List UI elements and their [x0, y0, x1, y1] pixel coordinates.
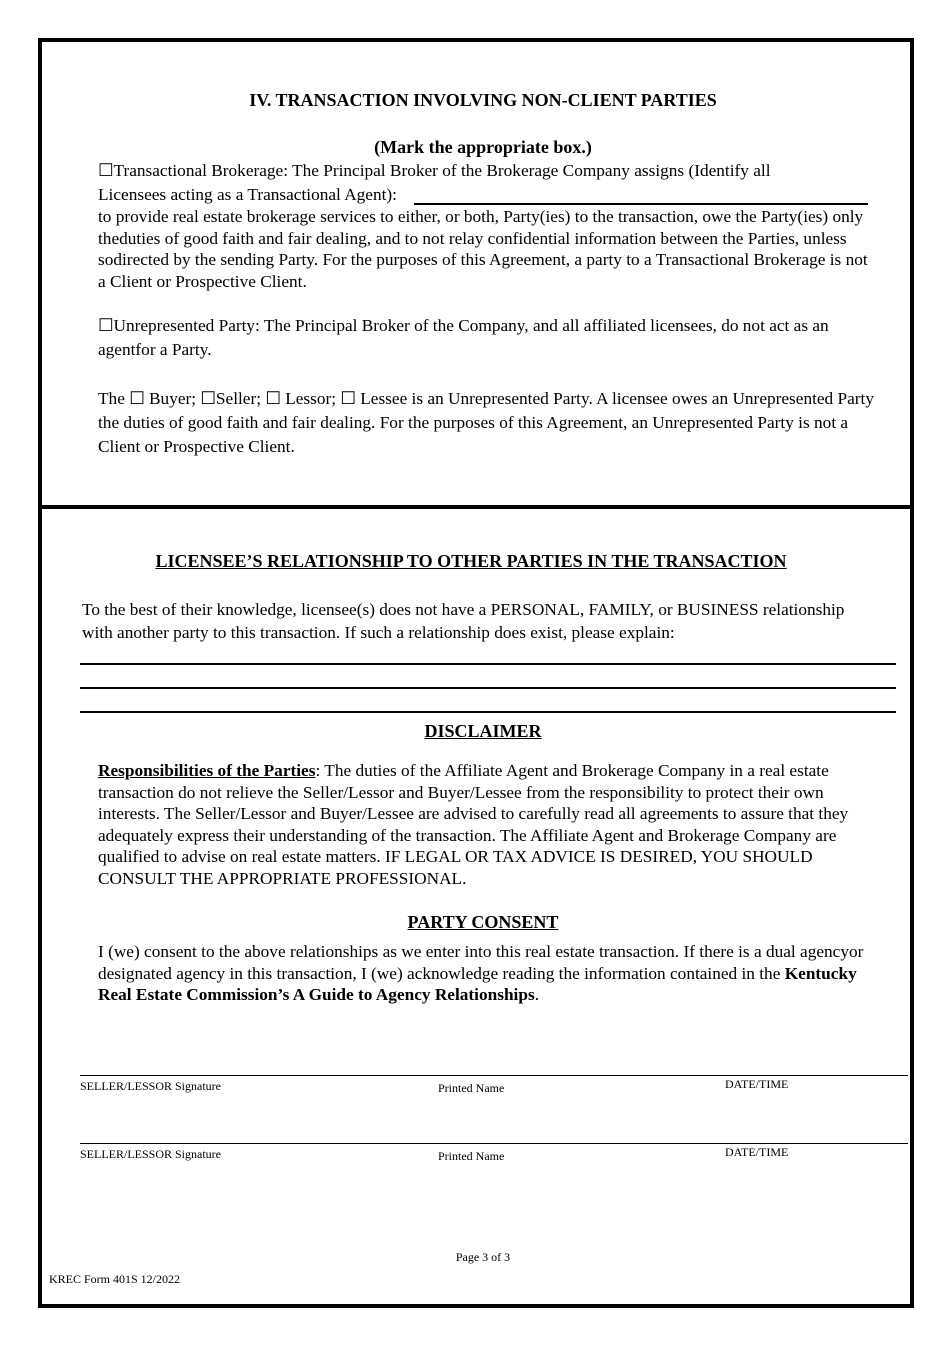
unrepresented-checkbox[interactable]: ☐: [98, 316, 114, 335]
unrepresented-party-roles: [98, 387, 878, 459]
lessor-label: Lessor;: [285, 389, 337, 408]
form-number: KREC Form 401S 12/2022: [49, 1272, 181, 1286]
disclaimer-body: : The duties of the Affiliate Agent and Brokerage Company in a real estate transaction do not relieve the Seller/Lessor and Buyer/Lessee from the responsibility to protect their own interests. The Seller/Lessor and Buyer/Lessee are advised to carefully read all agreements to assure that they adequately express their understanding of the transaction. The Affiliate Agent and Brokerage Company are qualified to advise on real estate matters. IF LEGAL OR TAX ADVICE IS DESIRED, YOU SHOULD CONSULT THE APPROPRIATE PROFESSIONAL.: [98, 761, 849, 888]
section-divider: [38, 505, 914, 509]
relationship-text: To the best of their knowledge, licensee(s) does not have a PERSONAL, FAMILY, or BUSINESS relationship with another party to this transaction. If such a relationship does exist, please explain:: [82, 600, 845, 642]
signature-line-2[interactable]: [80, 1143, 908, 1144]
buyer-checkbox[interactable]: ☐: [129, 389, 145, 408]
section-iv-title: IV. TRANSACTION INVOLVING NON-CLIENT PARTIES: [249, 90, 717, 110]
relationship-title: LICENSEE’S RELATIONSHIP TO OTHER PARTIES IN THE TRANSACTION: [155, 551, 787, 571]
lessee-text: Lessee is an Unrepresented Party. A licensee owes an Unrepresented Party the duties of good faith and fair dealing. For the purposes of this Agreement, an Unrepresented Party is not a Client or Prospective Client.: [98, 389, 874, 456]
unrepresented-party-option: [98, 314, 873, 362]
transactional-line1: Transactional Brokerage: The Principal Broker of the Brokerage Company assigns (Identify all: [113, 161, 771, 180]
printed-name-label-2: Printed Name: [438, 1149, 505, 1163]
signature-label-2: SELLER/LESSOR Signature: [80, 1147, 221, 1161]
consent-body: I (we) consent to the above relationships as we enter into this real estate transaction. If there is a dual agencyor designated agency in this transaction, I (we) acknowledge reading the information contained in the: [98, 942, 864, 983]
transactional-brokerage-option: [98, 160, 878, 182]
buyer-label: Buyer;: [149, 389, 197, 408]
seller-label: Seller;: [215, 389, 262, 408]
transactional-brokerage-text: to provide real estate brokerage services to either, or both, Party(ies) to the transaction, owe the Party(ies) only theduties of good faith and fair dealing, and to not relay confidential information between the Parties, unless sodirected by the sending Party. For the purposes of this Agreement, a party to a Transactional Brokerage is not a Client or Prospective Client.: [98, 207, 868, 291]
seller-checkbox[interactable]: ☐: [200, 389, 216, 408]
date-time-label-1: DATE/TIME: [725, 1077, 789, 1091]
section-iv-subtitle: (Mark the appropriate box.): [374, 137, 592, 157]
consent-end: .: [534, 985, 540, 1004]
unrepresented-text: Unrepresented Party: The Principal Broker of the Company, and all affiliated licensees, do not act as an agentfor a Party.: [98, 316, 829, 359]
consent-guide-title: Kentucky Real Estate Commission’s A Guide to Agency Relationships: [98, 963, 857, 1004]
explain-line-2[interactable]: [80, 687, 896, 689]
date-time-label-2: DATE/TIME: [725, 1145, 789, 1159]
disclaimer-lead: Responsibilities of the Parties: [98, 761, 316, 780]
page-number: Page 3 of 3: [455, 1250, 511, 1264]
signature-label-1: SELLER/LESSOR Signature: [80, 1079, 221, 1093]
the-label: The: [98, 389, 125, 408]
party-consent-title: PARTY CONSENT: [407, 912, 559, 932]
printed-name-label-1: Printed Name: [438, 1081, 505, 1095]
lessee-checkbox[interactable]: ☐: [340, 389, 356, 408]
signature-line-1[interactable]: [80, 1075, 908, 1076]
transactional-line2: Licensees acting as a Transactional Agent):: [98, 185, 397, 204]
party-consent-text: [98, 941, 873, 1006]
explain-line-3[interactable]: [80, 711, 896, 713]
transactional-checkbox[interactable]: ☐: [98, 161, 114, 180]
lessor-checkbox[interactable]: ☐: [265, 389, 281, 408]
explain-line-1[interactable]: [80, 663, 896, 665]
transactional-agent-field[interactable]: [414, 203, 868, 205]
disclaimer-text: [98, 760, 873, 889]
disclaimer-title: DISCLAIMER: [424, 721, 542, 741]
